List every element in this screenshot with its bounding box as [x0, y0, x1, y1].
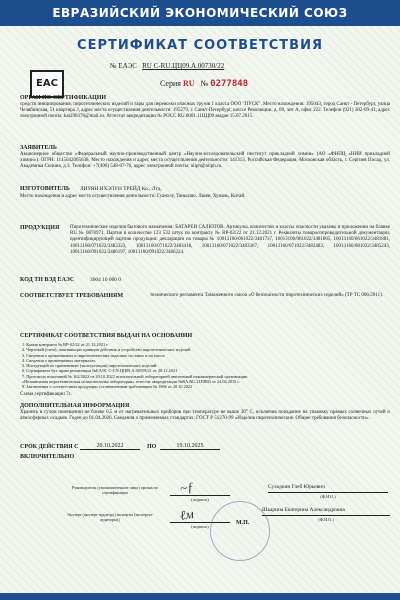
head-name-line — [268, 492, 388, 493]
validity-to-label: ПО — [147, 444, 157, 450]
certificate-title: СЕРТИФИКАТ СООТВЕТСТВИЯ — [77, 38, 323, 53]
organ-label: ОРГАН ПО СЕРТИФИКАЦИИ — [20, 95, 107, 101]
serial-no-label: № — [200, 79, 209, 88]
head-sign-line — [170, 495, 230, 496]
head-signature: ~ƒ — [178, 479, 195, 496]
product-text: Пиротехнические изделия бытового назначения: БАТАРЕИ САЛЮТОВ. Артикулы, количество и классы опасности указаны в приложении на бланке RU № 0870971. Партия в количестве 123 532 штук по контракту № RP-02/22 от 21.12.2021 г. Реквизиты товаросопроводительной документации, идентифицирующей партию продукции: декларации на товары № 10013160/061022/3481737, 10013160/061022/3481805, 10013160/061022/3481881, 10013160/071022/3483323, 10013160/071022/3483418, 10013160/071022/3483367, 10013160/071022/3483483, 10013160/081022/3485243, 10013160/091022/3486197, 10013160/091022/3486224. — [70, 225, 390, 255]
validity-from-date: 20.10.2022 — [80, 443, 140, 450]
expert-name-line — [262, 515, 390, 516]
head-fio-caption: (Ф.И.О.) — [320, 494, 336, 499]
tnved-value: 3604 10 000 0 — [90, 277, 121, 283]
product-label: ПРОДУКЦИЯ — [20, 225, 60, 231]
extra-label: ДОПОЛНИТЕЛЬНАЯ ИНФОРМАЦИЯ — [20, 403, 130, 409]
eac-logo-text: EAC — [36, 78, 58, 89]
basis-item: 3. Сведения о применяемых в пиротехнических изделиях составах и их массе. — [22, 352, 166, 358]
basis-item: 6. Сертификата бух права реализации №ЕАЭС C-CN.ЦЦ09.А.00559/21 от 28.12.2021 — [22, 368, 178, 374]
serial-value: 0277848 — [210, 79, 249, 89]
head-label: Руководитель (уполномоченное лицо) органа по сертификации — [72, 485, 158, 495]
registration-number — [110, 62, 224, 70]
basis-item: 7. Протокола испытаний № 162/2022 от 20.10.2022 испытательной лабораторией автономной некоммерческой организации — [22, 373, 248, 379]
footer-band — [0, 593, 400, 600]
applicant-label: ЗАЯВИТЕЛЬ — [20, 145, 57, 151]
conformity-text: технического регламента Таможенного союза «О безопасности пиротехнических изделий» (ТР ТС 006/2011). — [150, 293, 383, 298]
official-stamp — [210, 501, 270, 561]
validity-from-label: СРОК ДЕЙСТВИЯ С — [20, 444, 79, 450]
organ-text: средств инициирования, пиротехнических изделий и тары для перевозки опасных грузов 1 класса ООО "ПУСК". Место нахождения: 195043, город Санкт - Петербург, улица Челябинская, 51 квартира 3, адрес места осуществления деятельности: 195279, г. Санкт-Петербург, шоссе Революции, д. 69, лит А, офис 222. Телефон (921) 302-69-41, адрес электронной почты: kat290376@mail.ru. Аттестат аккредитации № РОСС RU.0001.11ЦЦ09 выдан 15.07.2015. — [20, 102, 390, 120]
union-title: ЕВРАЗИЙСКИЙ ЭКОНОМИЧЕСКИЙ СОЮЗ — [52, 6, 348, 20]
basis-item: 4. Сведения о применяемых материалах. — [22, 357, 97, 363]
applicant-text: Акционерное общество «Федеральный научно-производственный центр «Научно-исследовательский институт прикладной химии» (АО «ФНПЦ «НИИ прикладной химии»). ОГРН: 1115042005638. Место нахождения и адрес места осуществления деятельности: 141313, Российская Федерация, Московская область, г. Сергиев Посад, ул. Академика Силина, д.3. Телефон: +7(496) 548-07-76, адрес электронной почты: niiph@niiph.ru. — [20, 152, 390, 170]
manufacturer-text: Место нахождения и адрес места осуществления деятельности: Гуанхэу, Тяньцзяо, Люян, Хунань, Китай. — [20, 194, 246, 199]
expert-signature: ℓм — [178, 506, 195, 523]
stamp-mp: М.П. — [236, 520, 250, 526]
expert-name: Шкарина Екатерина Александровна — [262, 507, 345, 513]
tnved-label: КОД ТН ВЭД ЕАЭС — [20, 277, 75, 283]
expert-sign-caption: (подпись) — [191, 524, 209, 529]
head-name: Суходкин Глеб Юрьевич — [268, 484, 325, 490]
basis-item: 2. Чертежей (схем), поясняющих принцип действия и устройство пиротехнических изделий. — [22, 347, 192, 353]
extra-text: Хранить в сухом помещении не ближе 0,5 м от нагревательных приборов при температуре не выше 30° С, исключив попадание на упаковку прямых солнечных лучей и атмосферных осадков. Годен до 01.04.2026. Сведения о применяемых стандартах: ГОСТ Р 51270-99 «Изделия пиротехнические. Общие требования безопасности». — [20, 410, 390, 422]
basis-label: СЕРТИФИКАТ СООТВЕТСТВИЯ ВЫДАН НА ОСНОВАНИИ — [20, 333, 193, 339]
basis-item: 8. Заключения о соответствии продукции установленным требованиям № 1696 от 20.10.2022 — [22, 384, 193, 390]
eac-logo — [30, 70, 64, 98]
serial-label: Серия — [160, 79, 181, 88]
basis-scheme: Схема сертификации 7с. — [20, 392, 73, 397]
registration-prefix: № ЕАЭС — [110, 62, 137, 70]
validity-to-date: 19.10.2025 — [160, 443, 220, 450]
head-sign-caption: (подпись) — [191, 497, 209, 502]
basis-item: 5. Инструкций по применению (эксплуатации) пиротехнических изделий. — [22, 363, 158, 369]
serial-number — [160, 79, 248, 89]
conformity-label: СООТВЕТСТВУЕТ ТРЕБОВАНИЯМ — [20, 293, 123, 299]
validity-inclusive: ВКЛЮЧИТЕЛЬНО — [20, 454, 75, 460]
basis-item: «Независимая пиротехническая испытательная лаборатория» аттестат аккредитации №RA.RU.21ПЯ03 от 24.04.2015 г. — [22, 379, 240, 385]
basis-item: 1. Копия контракта № RP-02/22 от 21.12.2021 г. — [22, 342, 109, 347]
basis-list — [22, 342, 390, 390]
registration-value: RU С-RU.ЦЦ09.А.00730/22 — [142, 62, 225, 70]
manufacturer-name: ЛИУЯН ИХЭЛУН ТРЕЙД Ко., Лтд. — [80, 186, 162, 192]
header-band — [0, 0, 400, 26]
expert-label: Эксперт (эксперт-аудитор) (эксперты (эксперты-аудиторы)) — [66, 512, 154, 522]
expert-fio-caption: (Ф.И.О.) — [318, 517, 334, 522]
serial-series: RU — [182, 79, 195, 88]
manufacturer-label: ИЗГОТОВИТЕЛЬ — [20, 186, 70, 192]
